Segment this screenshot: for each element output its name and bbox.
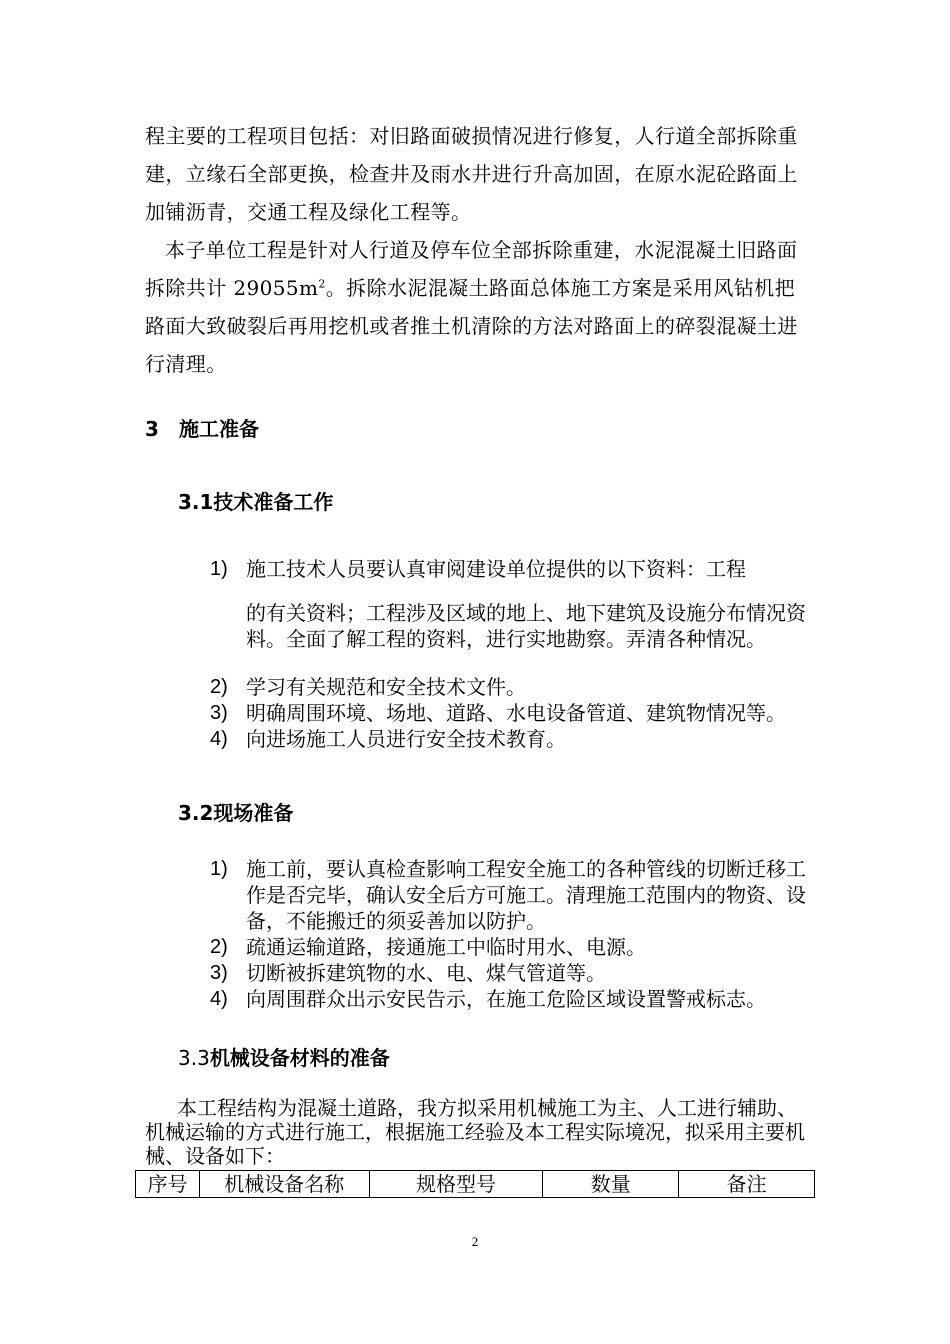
table-header-cell: 机械设备名称 xyxy=(199,1171,369,1198)
page-number: 2 xyxy=(471,1234,479,1249)
list-item-number: 3) xyxy=(210,702,228,724)
list-item xyxy=(210,726,820,752)
equipment-intro-paragraph: 本工程结构为混凝土道路，我方拟采用机械施工为主、人工进行辅助、机械运输的方式进行施工，根据施工经验及本工程实际境况，拟采用主要机械、设备如下： xyxy=(145,1096,805,1168)
tech-prep-list xyxy=(210,556,820,752)
list-item-text: 明确周围环境、场地、道路、水电设备管道、建筑物情况等。 xyxy=(246,701,786,725)
list-item-text: 向进场施工人员进行安全技术教育。 xyxy=(246,727,566,751)
list-item-text-rest: 的有关资料；工程涉及区域的地上、地下建筑及设施分布情况资料。全面了解工程的资料，进行实地勘察。弄清各种情况。 xyxy=(246,601,806,651)
list-item-text: 向周围群众出示安民告示，在施工危险区域设置警戒标志。 xyxy=(246,987,766,1011)
list-item xyxy=(210,556,820,652)
section-3-3-number: 3.3 xyxy=(178,1046,210,1070)
list-item-number: 1) xyxy=(210,558,228,580)
intro-paragraph-2-text-b: 。拆除水泥混凝土路面总体施工方案是采用风钻机把路面大致破裂后再用挖机或者推土机清除的方法对路面上的碎裂混凝土进行清理。 xyxy=(145,276,798,376)
section-3-2-heading: 3.2现场准备 xyxy=(178,801,294,825)
list-item xyxy=(210,986,820,1012)
list-item-text: 疏通运输道路，接通施工中临时用水、电源。 xyxy=(246,935,646,959)
list-item-number: 2) xyxy=(210,676,228,698)
table-header-cell: 规格型号 xyxy=(369,1171,543,1198)
list-item-number: 1) xyxy=(210,858,228,880)
list-item xyxy=(210,856,820,934)
table-header-cell: 备注 xyxy=(679,1171,815,1198)
list-item-number: 3) xyxy=(210,962,228,984)
section-3-1-heading: 3.1技术准备工作 xyxy=(178,490,334,514)
list-item-text: 施工前，要认真检查影响工程安全施工的各种管线的切断迁移工作是否完毕，确认安全后方可施工。清理施工范围内的物资、设备，不能搬迁的须妥善加以防护。 xyxy=(246,857,806,933)
list-item-number: 4) xyxy=(210,728,228,750)
list-item-text: 切断被拆建筑物的水、电、煤气管道等。 xyxy=(246,961,606,985)
section-3-heading xyxy=(145,413,259,442)
equipment-table xyxy=(135,1170,815,1198)
section-3-title: 施工准备 xyxy=(179,417,259,441)
list-item xyxy=(210,960,820,986)
list-item xyxy=(210,934,820,960)
list-item-text: 学习有关规范和安全技术文件。 xyxy=(246,675,526,699)
section-3-3-heading xyxy=(178,1042,390,1071)
section-3-3-title: 机械设备材料的准备 xyxy=(209,1046,390,1070)
section-3-number: 3 xyxy=(145,417,159,441)
intro-paragraph-1: 程主要的工程项目包括：对旧路面破损情况进行修复，人行道全部拆除重建，立缘石全部更换，检查井及雨水井进行升高加固，在原水泥砼路面上加铺沥青，交通工程及绿化工程等。 xyxy=(145,124,798,224)
list-item xyxy=(210,700,820,726)
site-prep-list xyxy=(210,856,820,1012)
list-item-text-line1: 施工技术人员要认真审阅建设单位提供的以下资料：工程 xyxy=(246,557,746,581)
table-header-cell: 数量 xyxy=(543,1171,679,1198)
table-header-row xyxy=(136,1171,815,1198)
list-item-text xyxy=(246,556,820,652)
superscript-2: 2 xyxy=(318,277,326,291)
list-item xyxy=(210,674,820,700)
list-item-number: 4) xyxy=(210,988,228,1010)
list-item-number: 2) xyxy=(210,936,228,958)
intro-paragraph-2-text-a: 本子单位工程是针对人行道及停车位全部拆除重建，水泥混凝土旧路面拆除共计 29055m xyxy=(145,238,798,300)
table-header-cell: 序号 xyxy=(136,1171,200,1198)
intro-paragraph-2 xyxy=(145,231,813,383)
